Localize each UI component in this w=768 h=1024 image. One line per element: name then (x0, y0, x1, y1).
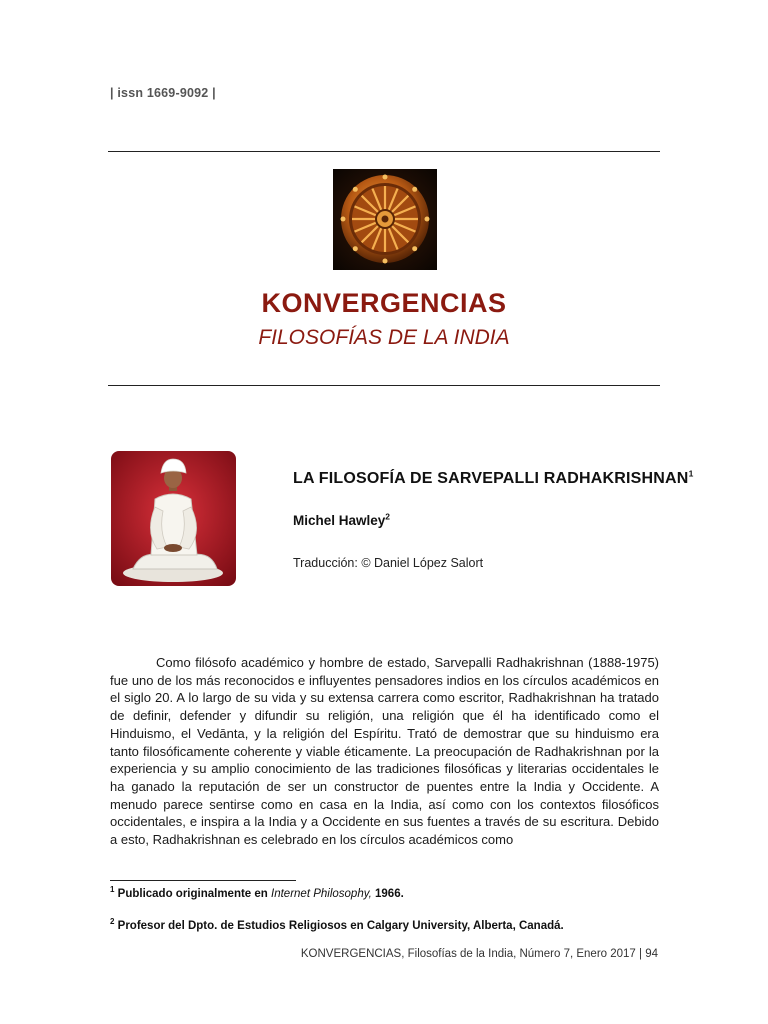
top-divider (108, 151, 660, 152)
footnote-2: $^2$ Profesor del Dpto. de Estudios Religiosos en Calgary University, Alberta, Canadá. (110, 917, 564, 932)
page-footer: KONVERGENCIAS, Filosofías de la India, Número 7, Enero 2017 | 94 (300, 948, 658, 960)
article-title: LA FILOSOFÍA DE SARVEPALLI RADHAKRISHNAN$^1$ (293, 468, 694, 487)
magazine-subtitle: FILOSOFÍAS DE LA INDIA (258, 326, 510, 349)
dharma-wheel-logo (333, 169, 437, 270)
footnote-rule (110, 880, 296, 881)
footnote-1: $^1$ Publicado originalmente en Internet Philosophy, 1966. (110, 885, 404, 900)
article-body: Como filósofo académico y hombre de estado, Sarvepalli Radhakrishnan (1888-1975) fue uno de los más reconocidos e influyentes pensadores indios en los círculos académicos en el siglo 20. A lo largo de su vida y su extensa carrera como escritor, Radhakrishnan ha tratado de definir, defender y difundir su religión, una religión que él ha identificado como el Hinduismo, el Vedānta, y la religión del Espíritu. Trató de demostrar que su hinduismo era tanto filosóficamente coherente y viable éticamente. La preocupación de Radhakrishnan por la experiencia y su amplio conocimiento de las tradiciones filosóficas y literarias occidentales le ha ganado la reputación de ser un constructor de puentes entre la India y Occidente. A menudo parece sentirse como en casa en la India, así como con los contextos filosóficos occidentales, e inspira a la India y a Occidente en sus fuentes a través de su escritura. Debido a esto, Radhakrishnan es celebrado en los círculos académicos como (110, 655, 659, 848)
article-author: Michel Hawley$^2$ (293, 511, 391, 528)
issn-label: | issn 1669-9092 | (110, 86, 216, 100)
magazine-title: KONVERGENCIAS (261, 288, 507, 318)
translation-credit: Traducción: © Daniel López Salort (293, 556, 484, 570)
masthead-divider (108, 385, 660, 386)
author-portrait (111, 451, 236, 586)
